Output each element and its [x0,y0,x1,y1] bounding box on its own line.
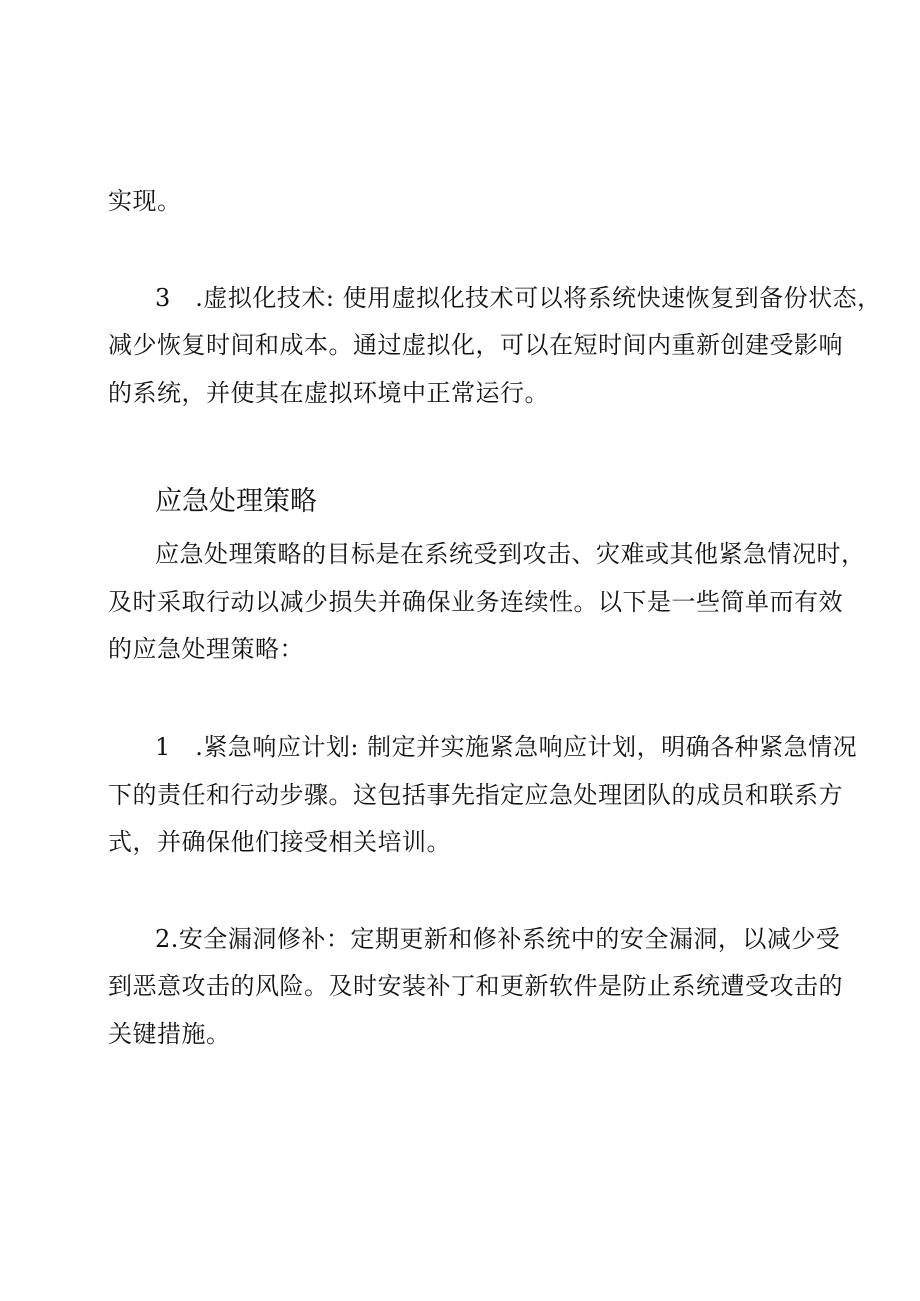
virtualization-paragraph-line-1: 3 .虚拟化技术: 使用虚拟化技术可以将系统快速恢复到备份状态， [155,284,882,312]
virtualization-paragraph-line-3: 的系统，并使其在虚拟环境中正常运行。 [108,379,549,407]
item2-paragraph-line-3: 关键措施。 [108,1020,231,1048]
intro-paragraph-line-3: 的应急处理策略： [108,635,304,663]
virtualization-paragraph-line-2: 减少恢复时间和成本。通过虚拟化，可以在短时间内重新创建受影响 [108,331,843,359]
intro-paragraph-line-1: 应急处理策略的目标是在系统受到攻击、灾难或其他紧急情况时， [155,540,866,568]
item1-paragraph-line-3: 式，并确保他们接受相关培训。 [108,828,451,856]
item1-paragraph-line-2: 下的责任和行动步骤。这包括事先指定应急处理团队的成员和联系方 [108,781,843,809]
item2-paragraph-line-2: 到恶意攻击的风险。及时安装补丁和更新软件是防止系统遭受攻击的 [108,972,843,1000]
item2-paragraph-line-1: 2.安全漏洞修补：定期更新和修补系统中的安全漏洞，以减少受 [155,925,841,953]
continuation-text: 实现。 [108,187,182,215]
section-heading: 应急处理策略 [155,486,317,517]
intro-paragraph-line-2: 及时采取行动以减少损失并确保业务连续性。以下是一些简单而有效 [108,588,843,616]
item1-paragraph-line-1: 1 .紧急响应计划: 制定并实施紧急响应计划，明确各种紧急情况 [155,733,858,761]
